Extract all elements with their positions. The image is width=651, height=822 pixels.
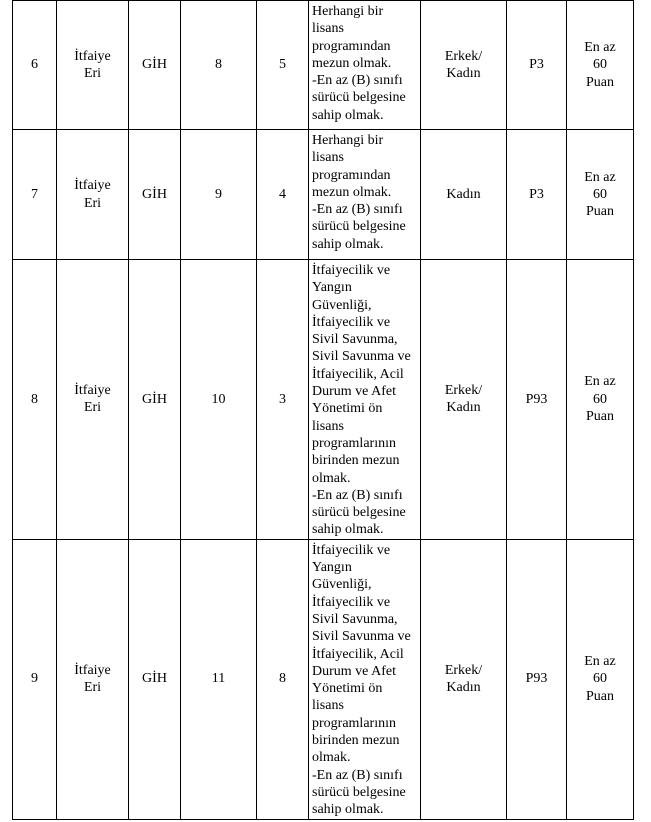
- position-requirement-line: sürücü belgesine: [312, 90, 406, 106]
- table-row: [13, 260, 634, 540]
- position-requirement-line: Herhangi bir: [312, 133, 384, 148]
- minimum-score-line: 60: [593, 186, 607, 202]
- kpss-score-type: P3: [507, 130, 567, 260]
- minimum-score-line: 60: [593, 391, 607, 407]
- minimum-score-line: 60: [593, 671, 607, 687]
- position-requirement-line: Sivil Savunma ve: [312, 349, 411, 365]
- position-class: GİH: [129, 260, 181, 540]
- minimum-score: [567, 260, 634, 540]
- minimum-score-line: Puan: [586, 409, 614, 425]
- position-requirement-line: sürücü belgesine: [312, 784, 406, 800]
- position-requirement-line: Sivil Savunma,: [312, 611, 398, 627]
- position-requirement-line: -En az (B) sınıfı: [312, 767, 403, 783]
- position-degree: 9: [181, 130, 257, 260]
- minimum-score: [567, 1, 634, 130]
- position-requirement-line: İtfaiyecilik ve: [312, 314, 391, 330]
- position-requirement-line: -En az (B) sınıfı: [312, 73, 403, 89]
- position-quota: 8: [257, 539, 309, 819]
- position-requirement-line: programlarının: [312, 435, 396, 451]
- positions-table: [12, 0, 634, 820]
- position-requirement-line: programlarının: [312, 715, 396, 731]
- position-gender-line: Erkek/: [444, 383, 483, 399]
- position-requirement-line: -En az (B) sınıfı: [312, 202, 403, 218]
- position-requirement-line: olmak.: [312, 750, 351, 766]
- position-gender-line: Erkek/: [444, 48, 483, 64]
- position-requirement-line: sahip olmak.: [312, 107, 384, 123]
- position-title: [57, 260, 129, 540]
- position-requirement-line: sahip olmak.: [312, 802, 384, 818]
- position-requirement-line: lisans: [312, 698, 344, 714]
- position-requirement-line: Yangın: [312, 560, 352, 576]
- position-requirement-line: Güvenliği,: [312, 297, 372, 313]
- position-requirement-line: sürücü belgesine: [312, 219, 406, 235]
- position-requirement-line: Yönetimi ön: [312, 681, 383, 697]
- position-title-line: Eri: [83, 195, 102, 211]
- position-gender-line: Kadın: [446, 400, 481, 416]
- position-requirement-line: mezun olmak.: [312, 55, 392, 71]
- position-requirement-line: Sivil Savunma,: [312, 332, 398, 348]
- position-title-line: Eri: [83, 680, 102, 696]
- position-requirement-line: programından: [312, 167, 391, 183]
- row-number: 8: [13, 260, 57, 540]
- position-requirement-line: sürücü belgesine: [312, 505, 406, 521]
- position-degree: 8: [181, 1, 257, 130]
- position-requirement: [309, 539, 421, 819]
- position-requirement-line: Durum ve Afet: [312, 663, 396, 679]
- kpss-score-type: P3: [507, 1, 567, 130]
- minimum-score-line: Puan: [586, 204, 614, 220]
- position-gender: [421, 1, 507, 130]
- position-class: GİH: [129, 130, 181, 260]
- position-quota: 4: [257, 130, 309, 260]
- position-title: [57, 1, 129, 130]
- position-title-line: İtfaiye: [74, 48, 111, 64]
- position-class: GİH: [129, 1, 181, 130]
- position-requirement-line: Güvenliği,: [312, 577, 372, 593]
- position-requirement-line: -En az (B) sınıfı: [312, 487, 403, 503]
- position-degree: 11: [181, 539, 257, 819]
- position-requirement-line: olmak.: [312, 470, 351, 486]
- position-requirement-line: İtfaiyecilik ve: [312, 263, 391, 278]
- position-requirement: [309, 1, 421, 130]
- position-requirement-line: mezun olmak.: [312, 184, 392, 200]
- position-quota: 5: [257, 1, 309, 130]
- minimum-score-line: En az: [584, 654, 616, 670]
- position-requirement-line: programından: [312, 38, 391, 54]
- position-gender-line: Erkek/: [444, 662, 483, 678]
- minimum-score-line: En az: [584, 40, 616, 56]
- position-requirement-line: birinden mezun: [312, 453, 400, 469]
- minimum-score: [567, 130, 634, 260]
- position-requirement-line: lisans: [312, 21, 344, 37]
- position-requirement-line: lisans: [312, 150, 344, 166]
- position-title-line: İtfaiye: [74, 383, 111, 399]
- position-title-line: Eri: [83, 400, 102, 416]
- position-title: [57, 130, 129, 260]
- kpss-score-type: P93: [507, 539, 567, 819]
- position-title-line: İtfaiye: [74, 178, 111, 194]
- position-title-line: İtfaiye: [74, 662, 111, 678]
- table-row: [13, 1, 634, 130]
- minimum-score-line: 60: [593, 57, 607, 73]
- position-requirement-line: İtfaiyecilik, Acil: [312, 646, 404, 662]
- position-quota: 3: [257, 260, 309, 540]
- position-requirement-line: İtfaiyecilik ve: [312, 542, 391, 558]
- position-degree: 10: [181, 260, 257, 540]
- kpss-score-type: P93: [507, 260, 567, 540]
- minimum-score-line: En az: [584, 374, 616, 390]
- table-row: [13, 130, 634, 260]
- position-requirement-line: Herhangi bir: [312, 4, 384, 19]
- position-gender-line: Kadın: [446, 186, 481, 202]
- position-requirement-line: İtfaiyecilik ve: [312, 594, 391, 610]
- position-gender: [421, 539, 507, 819]
- position-requirement: [309, 260, 421, 540]
- row-number: 9: [13, 539, 57, 819]
- position-gender: [421, 130, 507, 260]
- position-requirement-line: İtfaiyecilik, Acil: [312, 366, 404, 382]
- minimum-score-line: En az: [584, 169, 616, 185]
- position-class: GİH: [129, 539, 181, 819]
- position-requirement: [309, 130, 421, 260]
- position-requirement-line: Yönetimi ön: [312, 401, 383, 417]
- row-number: 7: [13, 130, 57, 260]
- position-requirement-line: sahip olmak.: [312, 522, 384, 538]
- position-requirement-line: Yangın: [312, 280, 352, 296]
- position-requirement-line: Durum ve Afet: [312, 384, 396, 400]
- position-requirement-line: lisans: [312, 418, 344, 434]
- minimum-score: [567, 539, 634, 819]
- row-number: 6: [13, 1, 57, 130]
- position-title-line: Eri: [83, 66, 102, 81]
- position-title: [57, 539, 129, 819]
- position-requirement-line: Sivil Savunma ve: [312, 629, 411, 645]
- position-gender: [421, 260, 507, 540]
- position-gender-line: Kadın: [446, 680, 481, 696]
- table-row: [13, 539, 634, 819]
- position-requirement-line: birinden mezun: [312, 733, 400, 749]
- table-body: [13, 1, 634, 820]
- minimum-score-line: Puan: [586, 74, 614, 90]
- position-gender-line: Kadın: [446, 66, 481, 81]
- position-requirement-line: sahip olmak.: [312, 236, 384, 252]
- minimum-score-line: Puan: [586, 688, 614, 704]
